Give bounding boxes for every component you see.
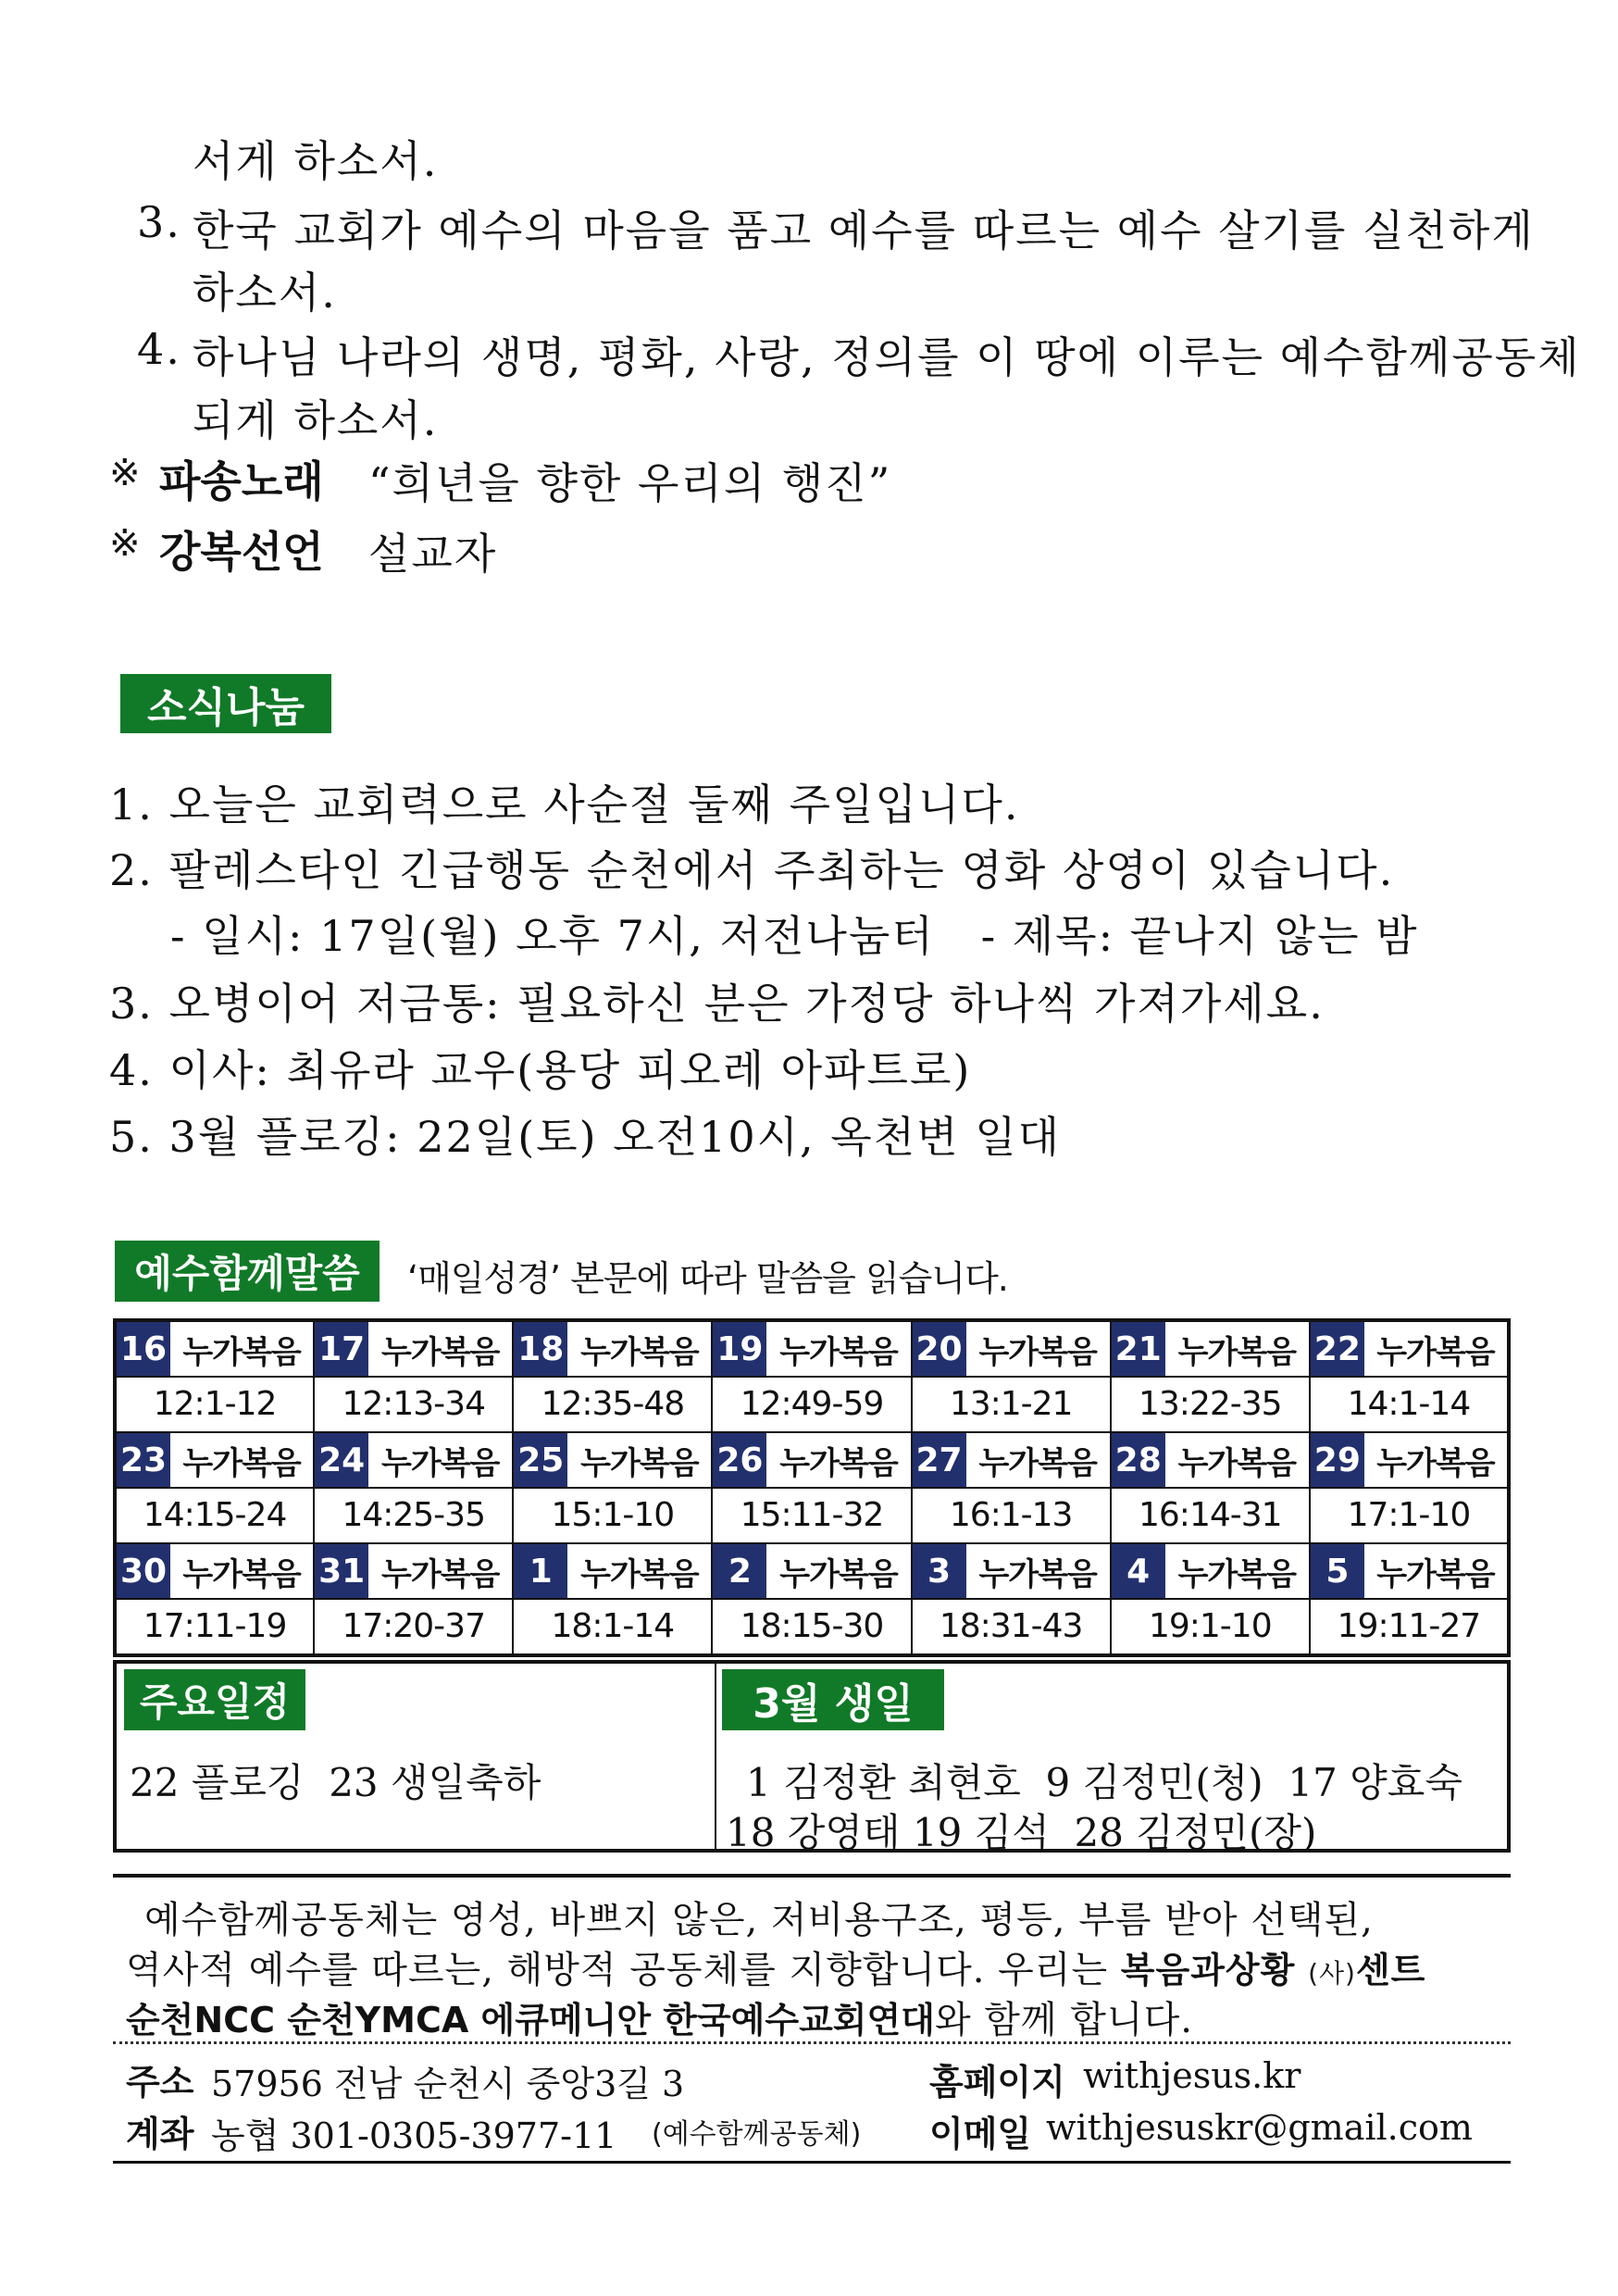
- account-value: 농협 301-0305-3977-11: [211, 2115, 617, 2156]
- bible-day-cell: [115, 1432, 314, 1488]
- bible-verse-range: 19:11-27: [1337, 1607, 1481, 1645]
- bible-verse-range: 13:22-35: [1139, 1385, 1282, 1423]
- bible-verse-cell: [1310, 1599, 1509, 1655]
- bible-book-name: 누가복음: [182, 1555, 301, 1593]
- bible-verse-cell: [712, 1599, 911, 1655]
- bible-day-number: 3: [913, 1544, 966, 1598]
- bible-verse-row: [115, 1599, 1509, 1655]
- schedule-text: 22 플로깅 23 생일축하: [130, 1760, 541, 1805]
- bible-verse-range: 12:13-34: [342, 1385, 485, 1423]
- bible-day-number: 21: [1112, 1322, 1165, 1376]
- bible-day-header: [1112, 1322, 1309, 1376]
- bible-book-name: 누가복음: [779, 1333, 898, 1371]
- bible-day-number: 30: [117, 1544, 170, 1598]
- bible-book-name: 누가복음: [1177, 1444, 1296, 1482]
- bible-day-header: [713, 1433, 910, 1487]
- bible-verse-cell: [115, 1599, 314, 1655]
- bible-section-title: 예수함께말씀: [115, 1241, 380, 1302]
- bible-day-cell: [1310, 1320, 1509, 1377]
- bible-verse-range: 17:1-10: [1347, 1496, 1471, 1534]
- bible-book-name: 누가복음: [978, 1444, 1097, 1482]
- news-item-4: 4. 이사: 최유라 교우(용당 피오레 아파트로): [109, 1045, 972, 1095]
- bible-day-header: [1112, 1544, 1309, 1598]
- bible-verse-range: 19:1-10: [1148, 1607, 1272, 1645]
- bible-book-name: 누가복음: [182, 1444, 301, 1482]
- bible-verse-cell: [513, 1599, 712, 1655]
- bible-day-cell: [314, 1543, 513, 1599]
- birthday-title: 3월 생일: [722, 1669, 944, 1730]
- bible-verse-range: 12:1-12: [153, 1385, 277, 1423]
- mission-line-2-text: 역사적 예수를 따르는, 해방적 공동체를 지향합니다. 우리는: [126, 1949, 1109, 1991]
- news-item-2: 2. 팔레스타인 긴급행동 순천에서 주최하는 영화 상영이 있습니다.: [109, 845, 1395, 895]
- news-item-5: 5. 3월 플로깅: 22일(토) 오전10시, 옥천변 일대: [109, 1112, 1062, 1162]
- schedule-birthday-box: [113, 1660, 1511, 1853]
- bible-verse-cell: [1111, 1599, 1310, 1655]
- bible-day-number: 18: [514, 1322, 567, 1376]
- blessing-label: 강복선언: [159, 527, 324, 577]
- partner-gospel-situation: 복음과상황: [1120, 1950, 1296, 1990]
- bible-book-name: 누가복음: [580, 1333, 699, 1371]
- bible-book-name: 누가복음: [381, 1333, 500, 1371]
- news-item-3: 3. 오병이어 저금통: 필요하신 분은 가정당 하나씩 가져가세요.: [109, 979, 1325, 1029]
- bible-day-header: [1311, 1322, 1507, 1376]
- bible-verse-cell: [314, 1488, 513, 1543]
- bible-book-name: 누가복음: [1376, 1333, 1495, 1371]
- bible-verse-range: 18:31-43: [939, 1607, 1083, 1645]
- bible-day-header: [713, 1544, 910, 1598]
- bible-day-cell: [912, 1320, 1111, 1377]
- bible-day-cell: [513, 1543, 712, 1599]
- bible-day-number: 17: [315, 1322, 368, 1376]
- bible-day-cell: [115, 1320, 314, 1377]
- partner-cent: 센트: [1355, 1950, 1426, 1990]
- bible-day-cell: [513, 1320, 712, 1377]
- bible-header-row: [115, 1432, 1509, 1488]
- birthday-line-2: 18 강영태 19 김석 28 김정민(장): [726, 1810, 1317, 1855]
- bible-verse-range: 17:11-19: [143, 1607, 287, 1645]
- bible-book-name: 누가복음: [182, 1333, 301, 1371]
- address-label: 주소: [126, 2062, 194, 2103]
- bible-day-number: 25: [514, 1433, 567, 1487]
- prayer-item3-number: 3.: [137, 197, 181, 247]
- sending-song-label: 파송노래: [159, 456, 324, 506]
- bible-day-cell: [712, 1320, 911, 1377]
- birthday-line-1: 1 김정환 최현호 9 김정민(청) 17 양효숙: [746, 1760, 1462, 1805]
- bible-verse-range: 12:35-48: [541, 1385, 685, 1423]
- bible-verse-cell: [1310, 1377, 1509, 1432]
- bible-day-cell: [115, 1543, 314, 1599]
- bible-verse-range: 12:49-59: [740, 1385, 884, 1423]
- prayer-item4-line2: 되게 하소서.: [193, 395, 439, 445]
- prayer-item4-line1: 하나님 나라의 생명, 평화, 사랑, 정의를 이 땅에 이루는 예수함께공동체: [193, 332, 1581, 382]
- bible-verse-cell: [712, 1377, 911, 1432]
- bible-verse-cell: [314, 1599, 513, 1655]
- bible-day-number: 5: [1311, 1544, 1364, 1598]
- mission-line-2: [126, 1940, 1425, 1993]
- email-label: 이메일: [929, 2114, 1032, 2154]
- bible-day-cell: [712, 1432, 911, 1488]
- bible-verse-range: 16:14-31: [1139, 1496, 1282, 1534]
- bible-day-number: 19: [713, 1322, 766, 1376]
- bible-day-number: 24: [315, 1433, 368, 1487]
- bible-day-number: 27: [913, 1433, 966, 1487]
- bible-verse-cell: [513, 1488, 712, 1543]
- bible-verse-range: 14:15-24: [143, 1496, 287, 1534]
- bible-day-cell: [513, 1432, 712, 1488]
- prayer-item2-continuation: 서게 하소서.: [193, 136, 439, 186]
- bible-verse-row: [115, 1377, 1509, 1432]
- bible-day-number: 26: [713, 1433, 766, 1487]
- bible-book-name: 누가복음: [1177, 1555, 1296, 1593]
- bible-book-name: 누가복음: [1376, 1555, 1495, 1593]
- bible-book-name: 누가복음: [978, 1555, 1097, 1593]
- account-label: 계좌: [126, 2114, 194, 2154]
- bible-day-cell: [912, 1432, 1111, 1488]
- bible-verse-cell: [115, 1377, 314, 1432]
- bible-book-name: 누가복음: [580, 1444, 699, 1482]
- bible-day-header: [514, 1322, 711, 1376]
- bible-verse-cell: [1310, 1488, 1509, 1543]
- bible-header-row: [115, 1543, 1509, 1599]
- bible-book-name: 누가복음: [381, 1555, 500, 1593]
- bible-section-subtitle: ‘매일성경’ 본문에 따라 말씀을 읽습니다.: [407, 1258, 1008, 1299]
- reference-mark-icon: ※: [109, 452, 141, 494]
- bible-verse-range: 15:1-10: [551, 1496, 675, 1534]
- bible-day-cell: [1111, 1320, 1310, 1377]
- bible-book-name: 누가복음: [381, 1444, 500, 1482]
- bible-day-header: [315, 1433, 512, 1487]
- bible-day-header: [117, 1433, 313, 1487]
- reference-mark-icon: ※: [109, 522, 141, 565]
- bible-verse-cell: [912, 1377, 1111, 1432]
- bible-book-name: 누가복음: [1177, 1333, 1296, 1371]
- bible-day-number: 23: [117, 1433, 170, 1487]
- bible-day-header: [117, 1544, 313, 1598]
- bible-header-row: [115, 1320, 1509, 1377]
- bible-book-name: 누가복음: [1376, 1444, 1495, 1482]
- bible-day-number: 31: [315, 1544, 368, 1598]
- bible-day-number: 29: [1311, 1433, 1364, 1487]
- bible-verse-range: 15:11-32: [740, 1496, 884, 1534]
- bible-verse-range: 18:1-14: [551, 1607, 675, 1645]
- bible-day-number: 20: [913, 1322, 966, 1376]
- bible-verse-cell: [115, 1488, 314, 1543]
- bible-book-name: 누가복음: [779, 1555, 898, 1593]
- bible-day-header: [117, 1322, 313, 1376]
- bible-day-cell: [1310, 1432, 1509, 1488]
- prayer-item4-number: 4.: [137, 324, 181, 374]
- address-value: 57956 전남 순천시 중앙3길 3: [211, 2064, 685, 2104]
- news-section-title: 소식나눔: [120, 674, 331, 733]
- bible-day-number: 22: [1311, 1322, 1364, 1376]
- bible-day-cell: [912, 1543, 1111, 1599]
- bible-verse-cell: [314, 1377, 513, 1432]
- sending-song-title: “희년을 향한 우리의 행진”: [368, 458, 892, 508]
- mission-line-1: 예수함께공동체는 영성, 바쁘지 않은, 저비용구조, 평등, 부름 받아 선택된,: [144, 1899, 1374, 1941]
- box-divider: [715, 1664, 716, 1849]
- bible-day-cell: [314, 1432, 513, 1488]
- prayer-item3-line2: 하소서.: [193, 268, 337, 318]
- bible-book-name: 누가복음: [580, 1555, 699, 1593]
- bible-verse-range: 18:15-30: [740, 1607, 884, 1645]
- bible-verse-cell: [912, 1599, 1111, 1655]
- homepage-link[interactable]: withjesus.kr: [1083, 2055, 1301, 2096]
- bible-verse-cell: [1111, 1377, 1310, 1432]
- bible-day-header: [1112, 1433, 1309, 1487]
- bible-verse-range: 13:1-21: [949, 1385, 1073, 1423]
- blessing-by: 설교자: [368, 529, 498, 579]
- bible-reading-table: [113, 1318, 1511, 1657]
- bible-verse-cell: [1111, 1488, 1310, 1543]
- bible-verse-range: 14:25-35: [342, 1496, 485, 1534]
- schedule-title: 주요일정: [124, 1669, 305, 1730]
- bible-day-cell: [1310, 1543, 1509, 1599]
- bible-day-header: [514, 1544, 711, 1598]
- bible-verse-range: 14:1-14: [1347, 1385, 1471, 1423]
- bible-day-header: [913, 1433, 1110, 1487]
- news-item-1: 1. 오늘은 교회력으로 사순절 둘째 주일입니다.: [109, 780, 1020, 830]
- bible-day-cell: [1111, 1543, 1310, 1599]
- bible-verse-row: [115, 1488, 1509, 1543]
- bible-day-cell: [712, 1543, 911, 1599]
- homepage-label: 홈페이지: [929, 2062, 1065, 2103]
- bible-day-number: 4: [1112, 1544, 1165, 1598]
- bible-day-header: [1311, 1433, 1507, 1487]
- bible-day-header: [713, 1322, 910, 1376]
- mission-line-3: [126, 1990, 1193, 2043]
- bible-verse-range: 17:20-37: [342, 1607, 485, 1645]
- bible-day-cell: [314, 1320, 513, 1377]
- partner-corp-mark: (사): [1308, 1958, 1356, 1989]
- bible-verse-cell: [712, 1488, 911, 1543]
- bible-day-header: [913, 1544, 1110, 1598]
- bible-day-header: [1311, 1544, 1507, 1598]
- bible-day-header: [514, 1433, 711, 1487]
- footer-top-rule: [113, 1874, 1511, 1878]
- prayer-item3-line1: 한국 교회가 예수의 마음을 품고 예수를 따르는 예수 살기를 실천하게: [193, 206, 1535, 256]
- bible-verse-range: 16:1-13: [949, 1496, 1073, 1534]
- footer-dotted-rule: [113, 2041, 1511, 2044]
- bible-day-number: 16: [117, 1322, 170, 1376]
- bible-verse-cell: [912, 1488, 1111, 1543]
- footer-bottom-rule: [113, 2161, 1511, 2164]
- bible-day-number: 28: [1112, 1433, 1165, 1487]
- bible-day-header: [913, 1322, 1110, 1376]
- bible-day-header: [315, 1544, 512, 1598]
- bible-verse-cell: [513, 1377, 712, 1432]
- bible-book-name: 누가복음: [978, 1333, 1097, 1371]
- bible-day-number: 1: [514, 1544, 567, 1598]
- bible-day-header: [315, 1322, 512, 1376]
- bible-day-cell: [1111, 1432, 1310, 1488]
- account-holder: (예수함께공동체): [652, 2118, 862, 2151]
- mission-line-3-end: 와 함께 합니다.: [934, 1999, 1193, 2041]
- partner-list: 순천NCC 순천YMCA 에큐메니안 한국예수교회연대: [126, 2000, 935, 2040]
- news-item-2-detail: - 일시: 17일(월) 오후 7시, 저전나눔터 - 제목: 끝나지 않는 밤: [170, 911, 1419, 961]
- bible-day-number: 2: [713, 1544, 766, 1598]
- email-link[interactable]: withjesuskr@gmail.com: [1046, 2107, 1473, 2148]
- bible-book-name: 누가복음: [779, 1444, 898, 1482]
